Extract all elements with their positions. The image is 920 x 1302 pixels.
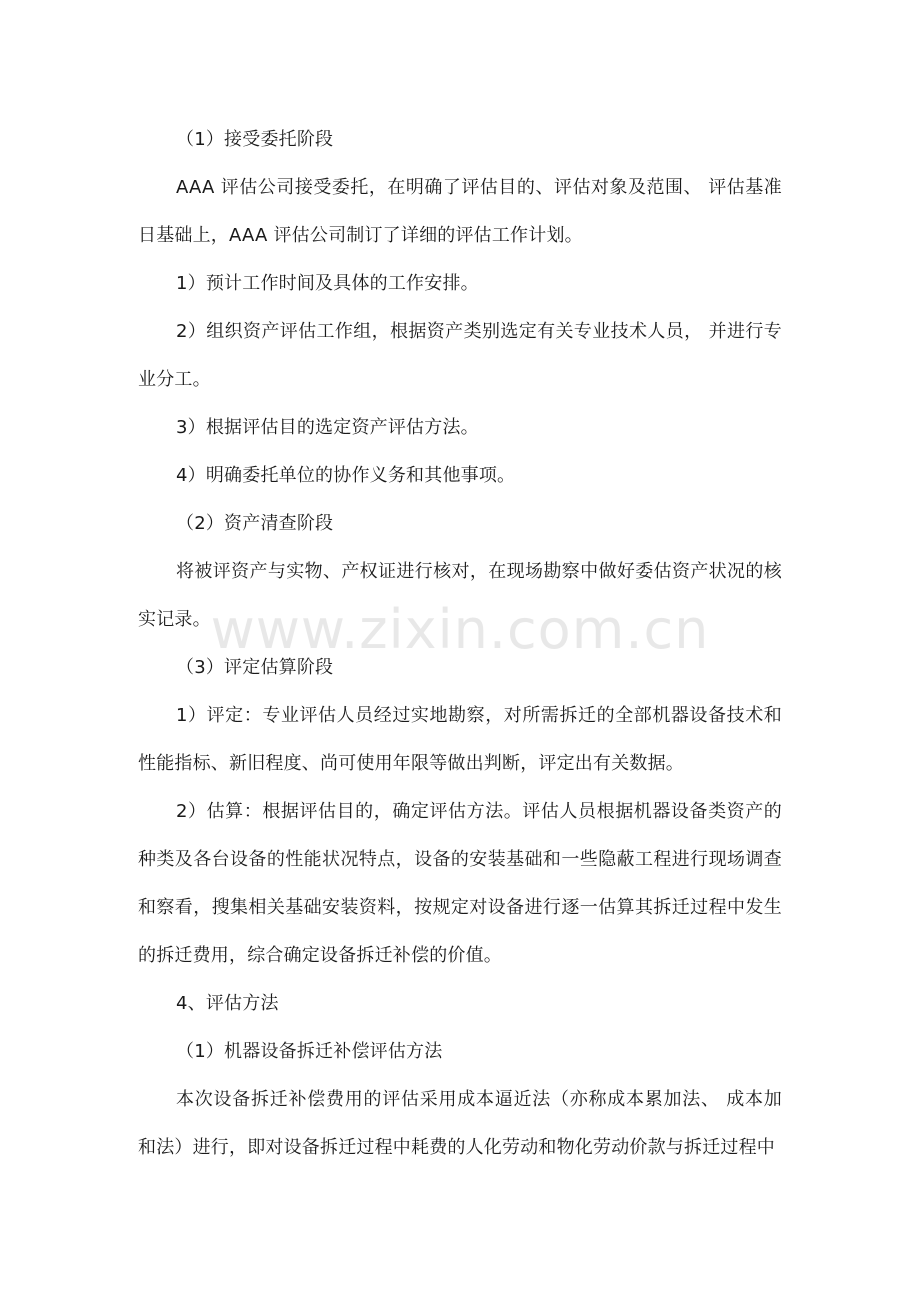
paragraph-stage-3-heading: （3）评定估算阶段 bbox=[176, 657, 334, 678]
paragraph-item-2: 2）组织资产评估工作组，根据资产类别选定有关专业技术人员， 并进行专业分工。 bbox=[138, 321, 782, 390]
document-body bbox=[138, 116, 782, 1172]
paragraph-stage-1-heading: （1）接受委托阶段 bbox=[176, 129, 334, 150]
paragraph-assessment: 1）评定：专业评估人员经过实地勘察，对所需拆迁的全部机器设备技术和性能指标、新旧程度、尚可使用年限等做出判断，评定出有关数据。 bbox=[138, 705, 782, 774]
paragraph-item-1: 1）预计工作时间及具体的工作安排。 bbox=[176, 273, 479, 294]
paragraph-item-4: 4）明确委托单位的协作义务和其他事项。 bbox=[176, 465, 516, 486]
paragraph-stage-2-heading: （2）资产清查阶段 bbox=[176, 513, 334, 534]
paragraph-cost-method: 本次设备拆迁补偿费用的评估采用成本逼近法（亦称成本累加法、 成本加和法）进行，即对设备拆迁过程中耗费的人化劳动和物化劳动价款与拆迁过程中 bbox=[138, 1089, 782, 1158]
paragraph-method-heading: （1）机器设备拆迁补偿评估方法 bbox=[176, 1041, 443, 1062]
paragraph-estimation: 2）估算：根据评估目的，确定评估方法。评估人员根据机器设备类资产的种类及各台设备的性能状况特点，设备的安装基础和一些隐蔽工程进行现场调查和察看，搜集相关基础安装资料，按规定对设备进行逐一估算其拆迁过程中发生的拆迁费用，综合确定设备拆迁补偿的价值。 bbox=[138, 801, 782, 966]
paragraph-verification: 将被评资产与实物、产权证进行核对，在现场勘察中做好委估资产状况的核实记录。 bbox=[138, 561, 782, 630]
watermark-text: www.zixin.com.cn bbox=[210, 598, 710, 661]
paragraph-section-4-heading: 4、评估方法 bbox=[176, 993, 279, 1014]
paragraph-item-3: 3）根据评估目的选定资产评估方法。 bbox=[176, 417, 479, 438]
paragraph-entrustment: AAA 评估公司接受委托，在明确了评估目的、评估对象及范围、 评估基准日基础上，AAA 评估公司制订了详细的评估工作计划。 bbox=[138, 177, 782, 246]
